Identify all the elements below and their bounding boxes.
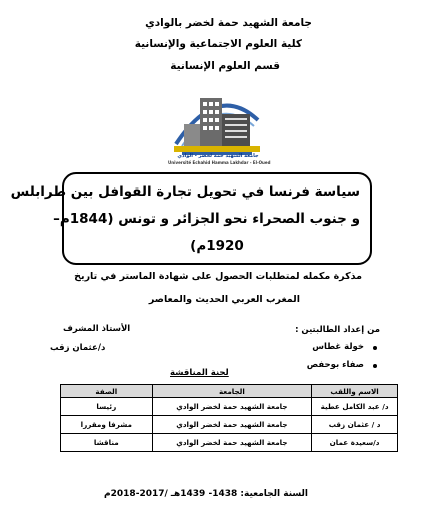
thesis-title-box (10, 172, 372, 265)
table-header-row (61, 385, 398, 398)
bullet-icon (373, 346, 377, 350)
member-name: د/سعيدة عمان (312, 434, 398, 452)
faculty-name: كلية العلوم الاجتماعية والإنسانية (134, 38, 302, 50)
committee-table (60, 384, 398, 452)
header-university: الجامعة (152, 385, 312, 398)
student-name-2: صفاء بوحفص (306, 360, 364, 370)
university-name: جامعة الشهيد حمة لخضر بالوادي (145, 17, 312, 29)
committee-title: لجنة المناقشة (170, 368, 229, 378)
member-university: جامعة الشهيد حمة لخضر الوادي (152, 434, 312, 452)
header-name: الاسم واللقب (312, 385, 398, 398)
department-name: قسم العلوم الإنسانية (170, 60, 280, 72)
logo-caption-latin: Université Echahid Hamma Lakhdar - El-Oued (168, 160, 271, 165)
academic-year: السنة الجامعية: 1438- 1439هـ /2017-2018م (104, 489, 308, 499)
thesis-title-line-3: 1920م) (190, 238, 244, 254)
table-row (61, 416, 398, 434)
bullet-icon (373, 364, 377, 368)
supervisor-name: د/عثمان زقب (50, 343, 106, 353)
member-university: جامعة الشهيد حمة لخضر الوادي (152, 398, 312, 416)
supervisor-label: الأستاذ المشرف (63, 324, 131, 334)
students-label: من إعداد الطالبتين : (295, 325, 380, 335)
member-university: جامعة الشهيد حمة لخضر الوادي (152, 416, 312, 434)
header-role: الصفة (61, 385, 153, 398)
thesis-title-line-2: و جنوب الصحراء نحو الجزائر و تونس (1844م– (53, 211, 360, 227)
member-name: د/ عبد الكامل عطية (312, 398, 398, 416)
member-name: د / عثمان زقب (312, 416, 398, 434)
member-role: رئيسا (61, 398, 153, 416)
memo-description-line-1: مذكرة مكمله لمتطلبات الحصول على شهادة الماستر في تاريخ (74, 271, 362, 282)
table-row (61, 434, 398, 452)
table-row (61, 398, 398, 416)
student-name-1: خولة غطاس (312, 342, 364, 352)
memo-description-line-2: المغرب العربي الحديث والمعاصر (148, 294, 300, 305)
member-role: مشرفا ومقررا (61, 416, 153, 434)
thesis-title-line-1: سياسة فرنسا في تحويل تجارة القوافل بين طرابلس (10, 184, 360, 200)
member-role: مناقشا (61, 434, 153, 452)
logo-caption-arabic: جامعة الشهيد حمة لخضر - الوادي (177, 153, 259, 159)
